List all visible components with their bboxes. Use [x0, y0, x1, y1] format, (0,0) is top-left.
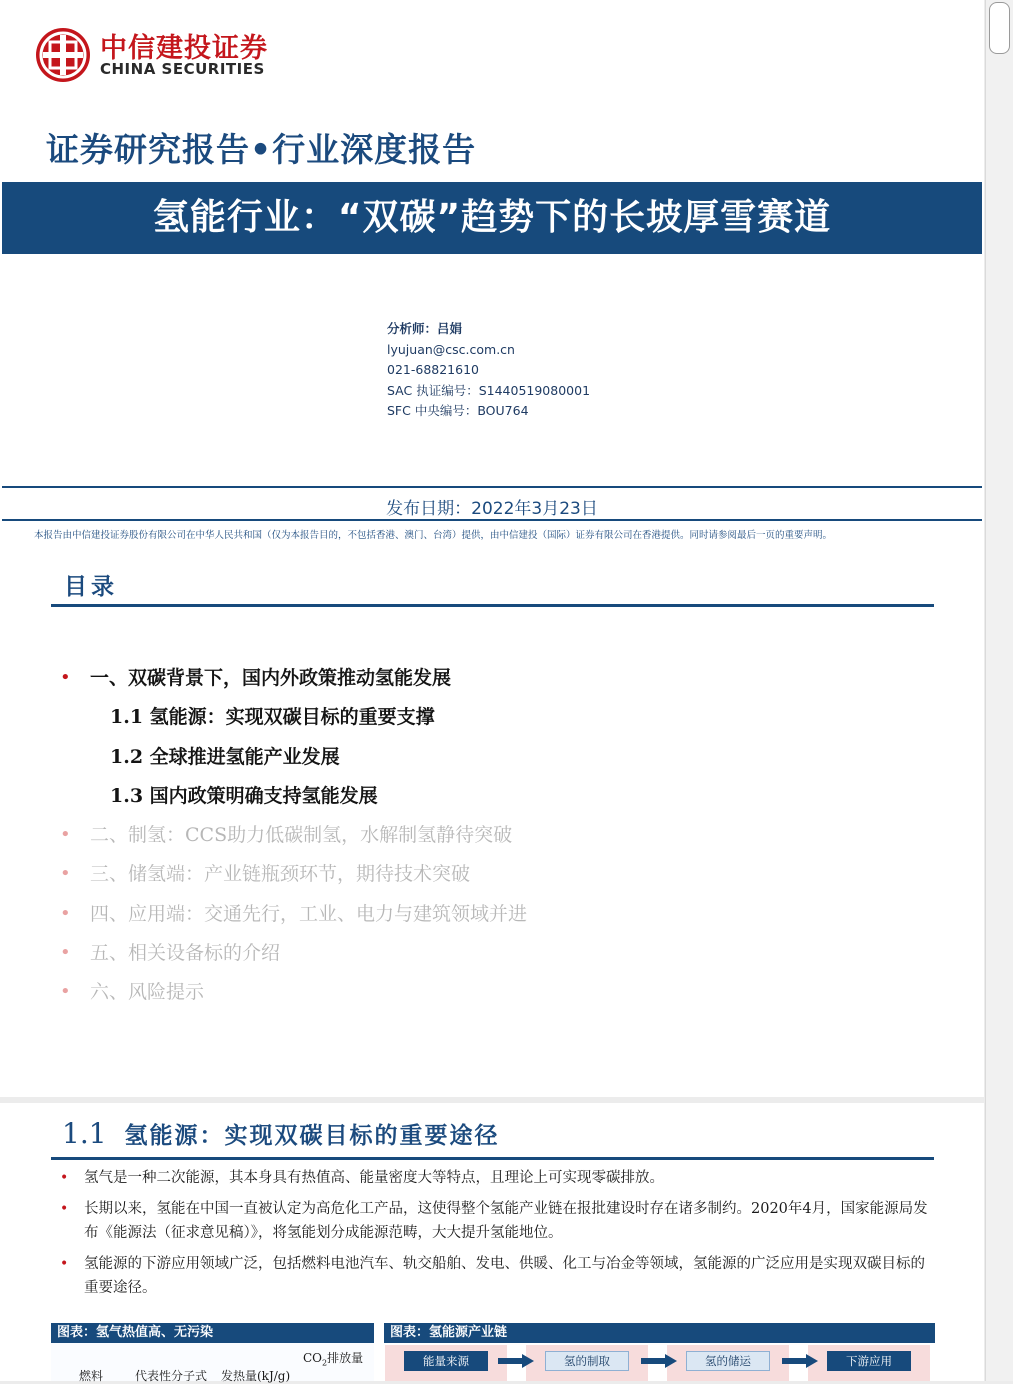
table-header-heat: 发热量(kJ/g) — [221, 1369, 291, 1383]
toc-item-label: 1.2 全球推进氢能产业发展 — [110, 745, 340, 768]
analyst-info — [387, 319, 590, 422]
bullet-icon: • — [60, 1201, 69, 1217]
analyst-name: 分析师：吕娟 — [387, 321, 463, 336]
figure-title-industry-chain: 图表：氢能源产业链 — [384, 1323, 935, 1343]
bullet-icon: • — [60, 902, 71, 924]
toc-title: 目录 — [64, 574, 118, 600]
bullet-icon: • — [60, 824, 71, 846]
bullet-icon: • — [60, 863, 71, 885]
toc-item-label: 1.1 氢能源：实现双碳目标的重要支撑 — [110, 706, 435, 729]
toc-item-label: 二、制氢：CCS助力低碳制氢，水解制氢静待突破 — [90, 824, 513, 847]
toc-item-label: 六、风险提示 — [90, 981, 205, 1004]
toc-divider — [51, 604, 934, 607]
logo-english-name: CHINA SECURITIES — [100, 60, 265, 78]
bullet-icon: • — [60, 667, 71, 688]
divider — [2, 486, 982, 488]
bullet-paragraph: • 氢能源的下游应用领域广泛，包括燃料电池汽车、轨交船舶、发电、供暖、化工与冶金等领域，氢能源的广泛应用是实现双碳目标的重要途径。 — [56, 1252, 934, 1300]
section-heading — [62, 1117, 500, 1150]
table-header-formula: 代表性分子式 — [135, 1369, 208, 1383]
section-divider — [51, 1157, 934, 1160]
right-arrow-icon — [641, 1354, 677, 1368]
section-number: 1.1 — [62, 1117, 107, 1150]
analyst-email[interactable]: lyujuan@csc.com.cn — [387, 341, 515, 357]
right-arrow-icon — [498, 1354, 534, 1368]
table-header-co2: $CO_2$排放量 — [303, 1351, 364, 1368]
bullet-icon: • — [60, 942, 71, 964]
table-header-fuel: 燃料 — [79, 1369, 104, 1383]
divider — [2, 519, 982, 521]
scrollbar-thumb[interactable] — [989, 2, 1010, 54]
analyst-sac-number: SAC 执证编号：S1440519080001 — [387, 382, 591, 398]
company-logo — [34, 24, 294, 84]
toc-item-label: 1.3 国内政策明确支持氢能发展 — [110, 784, 378, 807]
bullet-icon: • — [60, 981, 71, 1003]
chain-stage-production: 氢的制取 — [545, 1351, 629, 1371]
report-type-heading: 证券研究报告•行业深度报告 — [46, 130, 477, 169]
chain-stage-downstream: 下游应用 — [827, 1351, 911, 1371]
heat-value-table — [51, 1343, 374, 1381]
bullet-icon: • — [60, 1170, 69, 1186]
logo-chinese-name: 中信建投证券 — [100, 33, 268, 64]
bullet-paragraph: • 长期以来，氢能在中国一直被认定为高危化工产品，这使得整个氢能产业链在报批建设时存在诸多制约。2020年4月，国家能源局发布《能源法（征求意见稿）》，将氢能划分成能源范畴，大大提升氢能地位。 — [56, 1197, 934, 1245]
toc-item-label: 三、储氢端：产业链瓶颈环节，期待技术突破 — [90, 863, 471, 886]
analyst-phone: 021-68821610 — [387, 362, 479, 377]
chain-stage-storage: 氢的储运 — [686, 1351, 770, 1371]
toc-item-label: 一、双碳背景下，国内外政策推动氢能发展 — [90, 667, 452, 689]
bullet-icon: • — [60, 1256, 69, 1272]
section-title: 氢能源：实现双碳目标的重要途径 — [124, 1123, 500, 1149]
analyst-sfc-number: SFC 中央编号：BOU764 — [387, 403, 529, 418]
report-title-banner: 氢能行业：“双碳”趋势下的长坡厚雪赛道 — [2, 182, 982, 254]
citic-logo-icon — [34, 26, 92, 84]
vertical-scrollbar[interactable] — [985, 0, 1013, 1381]
disclaimer-text: 本报告由中信建投证券股份有限公司在中华人民共和国（仅为本报告目的，不包括香港、澳门、台湾）提供，由中信建投（国际）证券有限公司在香港提供。同时请参阅最后一页的重要声明。 — [34, 530, 833, 541]
chain-stage-energy-source: 能量来源 — [404, 1351, 488, 1371]
bullet-paragraph: • 氢气是一种二次能源，其本身具有热值高、能量密度大等特点，且理论上可实现零碳排放。 — [56, 1166, 934, 1190]
section-bullets — [56, 1166, 934, 1307]
toc-item-label: 五、相关设备标的介绍 — [90, 942, 281, 965]
toc-item-label: 四、应用端：交通先行，工业、电力与建筑领域并进 — [90, 902, 528, 925]
right-arrow-icon — [782, 1354, 818, 1368]
figure-title-heat-value: 图表：氢气热值高、无污染 — [51, 1323, 374, 1343]
publish-date: 发布日期：2022年3月23日 — [386, 499, 598, 519]
